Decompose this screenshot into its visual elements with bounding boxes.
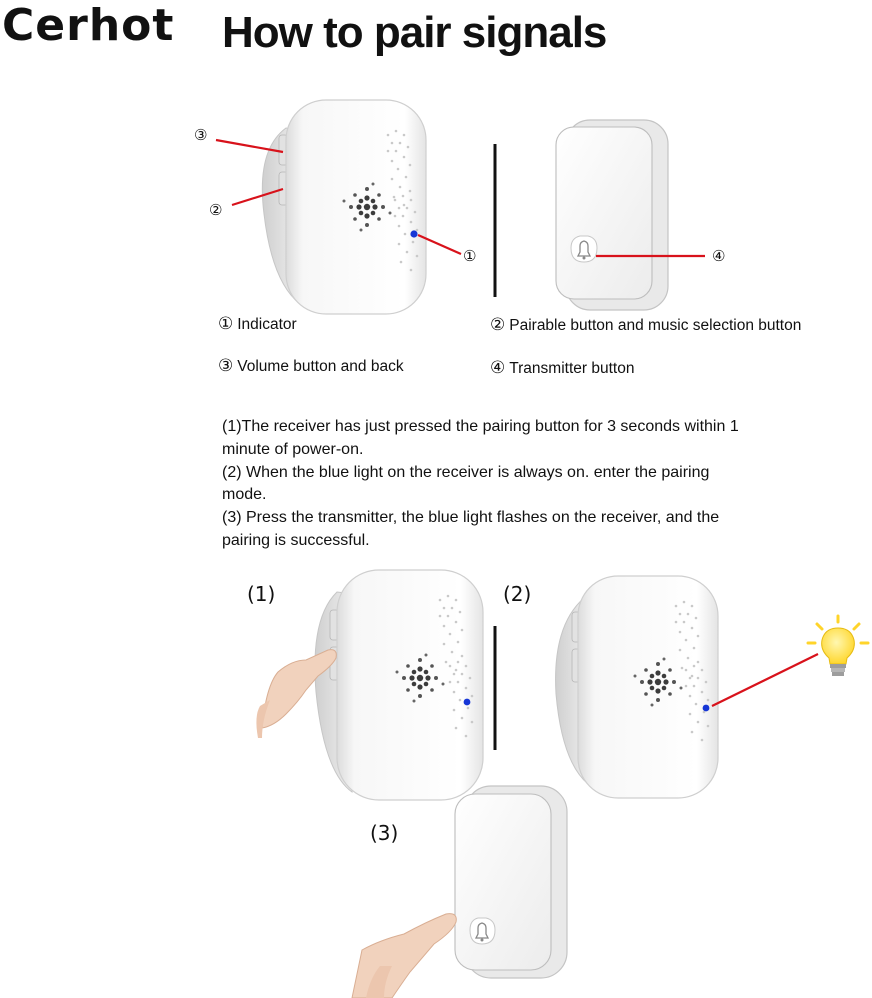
legend-item-volume [218,356,404,376]
legend-label: Volume button and back [237,358,404,375]
transmitter-top [556,120,668,310]
legend-label: Pairable button and music selection button [509,317,802,334]
step-label-1: (1) [247,582,276,606]
transmitter-step3 [455,786,567,978]
indicator-led [410,230,417,237]
legend-number: ② [490,315,506,335]
legend-label: Indicator [237,316,297,333]
step-label-2: (2) [503,582,532,606]
receiver-top [262,100,426,314]
page-title: How to pair signals [222,8,607,57]
instruction-step-2: (2) When the blue light on the receiver is always on. enter the pairing mode. [222,463,710,504]
legend-number: ④ [490,358,506,378]
light-bulb-icon [808,616,868,676]
step-label-3: (3) [370,821,399,845]
callout-2: ② [209,201,223,219]
callout-1: ① [463,247,477,265]
instruction-step-1: (1)The receiver has just pressed the pairing button for 3 seconds within 1 minute of power-on. [222,418,739,458]
legend-item-indicator [218,314,297,334]
legend-number: ① [218,314,234,334]
legend-number: ③ [218,356,234,376]
legend-item-transmitter [490,358,634,378]
receiver-step2 [556,576,718,798]
receiver-step1 [315,570,483,800]
brand-logo: Cerhot [2,0,175,51]
legend-label: Transmitter button [509,360,635,377]
pairing-instructions [222,416,742,553]
bell-icon [470,918,495,944]
legend-item-pairable [490,315,801,335]
bell-icon [571,236,597,262]
instruction-step-3: (3) Press the transmitter, the blue light flashes on the receiver, and the pairing is successful. [222,509,720,549]
finger-icon [352,914,456,998]
callout-4: ④ [712,247,726,265]
callout-3: ③ [194,126,208,144]
